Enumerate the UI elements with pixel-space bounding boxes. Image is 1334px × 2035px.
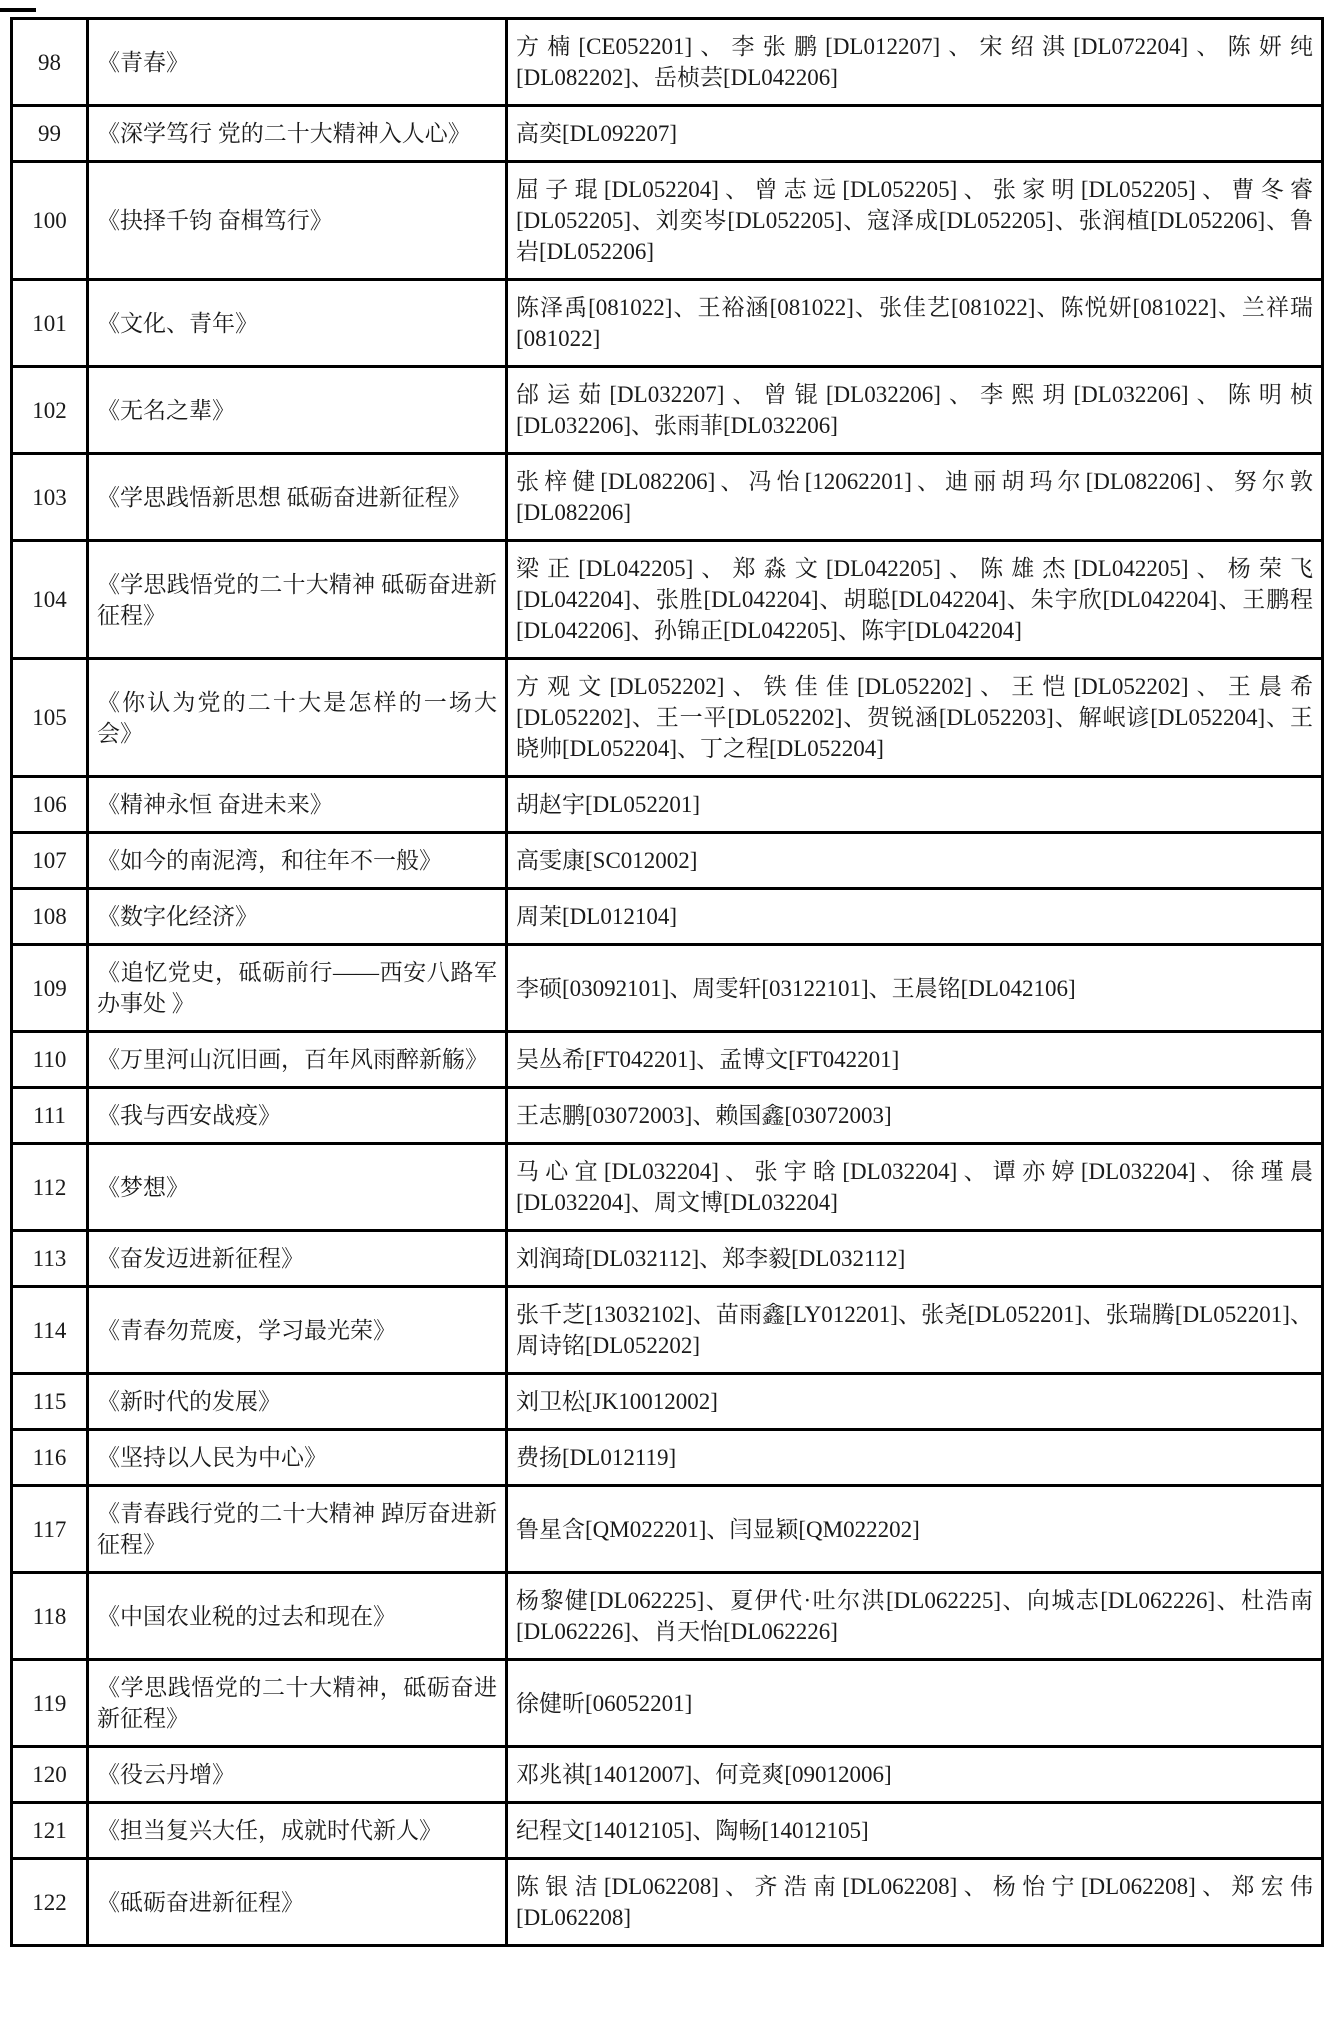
work-authors: 陈银洁[DL062208]、齐浩南[DL062208]、杨怡宁[DL062208]、郑宏伟[DL062208]: [507, 1859, 1323, 1946]
work-title: 《青春勿荒废，学习最光荣》: [88, 1287, 507, 1374]
row-number: 108: [12, 889, 88, 945]
work-authors: 马心宜[DL032204]、张宇晗[DL032204]、谭亦婷[DL032204]、徐瑾晨[DL032204]、周文博[DL032204]: [507, 1144, 1323, 1231]
table-row: [12, 367, 1323, 454]
row-number: 104: [12, 541, 88, 659]
work-title: 《担当复兴大任，成就时代新人》: [88, 1803, 507, 1859]
table-row: [12, 1287, 1323, 1374]
work-title: 《万里河山沉旧画，百年风雨醉新觞》: [88, 1032, 507, 1088]
work-title: 《役云丹增》: [88, 1747, 507, 1803]
table-row: [12, 1859, 1323, 1946]
work-authors: 鲁星含[QM022201]、闫显颖[QM022202]: [507, 1486, 1323, 1573]
work-authors: 周茉[DL012104]: [507, 889, 1323, 945]
row-number: 109: [12, 945, 88, 1032]
table-row: [12, 162, 1323, 280]
table-row: [12, 833, 1323, 889]
row-number: 102: [12, 367, 88, 454]
work-authors: 李硕[03092101]、周雯轩[03122101]、王晨铭[DL042106]: [507, 945, 1323, 1032]
work-authors: 邓兆祺[14012007]、何竞爽[09012006]: [507, 1747, 1323, 1803]
table-row: [12, 1486, 1323, 1573]
work-authors: 王志鹏[03072003]、赖国鑫[03072003]: [507, 1088, 1323, 1144]
row-number: 119: [12, 1660, 88, 1747]
table-row: [12, 1032, 1323, 1088]
row-number: 106: [12, 777, 88, 833]
work-title: 《梦想》: [88, 1144, 507, 1231]
row-number: 113: [12, 1231, 88, 1287]
table-row: [12, 1430, 1323, 1486]
table-row: [12, 106, 1323, 162]
work-title: 《我与西安战疫》: [88, 1088, 507, 1144]
row-number: 121: [12, 1803, 88, 1859]
work-authors: 费扬[DL012119]: [507, 1430, 1323, 1486]
table-row: [12, 541, 1323, 659]
row-number: 116: [12, 1430, 88, 1486]
row-number: 105: [12, 659, 88, 777]
work-title: 《学思践悟党的二十大精神 砥砺奋进新征程》: [88, 541, 507, 659]
row-number: 99: [12, 106, 88, 162]
table-row: [12, 1374, 1323, 1430]
work-authors: 纪程文[14012105]、陶畅[14012105]: [507, 1803, 1323, 1859]
work-title: 《新时代的发展》: [88, 1374, 507, 1430]
work-title: 《砥砺奋进新征程》: [88, 1859, 507, 1946]
table-row: [12, 1803, 1323, 1859]
table-row: [12, 945, 1323, 1032]
work-authors: 高奕[DL092207]: [507, 106, 1323, 162]
work-title: 《学思践悟新思想 砥砺奋进新征程》: [88, 454, 507, 541]
work-title: 《精神永恒 奋进未来》: [88, 777, 507, 833]
row-number: 98: [12, 19, 88, 106]
works-authors-table: [10, 17, 1324, 1947]
row-number: 122: [12, 1859, 88, 1946]
work-authors: 徐健昕[06052201]: [507, 1660, 1323, 1747]
work-title: 《青春》: [88, 19, 507, 106]
work-title: 《文化、青年》: [88, 280, 507, 367]
work-authors: 胡赵宇[DL052201]: [507, 777, 1323, 833]
work-authors: 刘卫松[JK10012002]: [507, 1374, 1323, 1430]
table-row: [12, 1144, 1323, 1231]
work-title: 《奋发迈进新征程》: [88, 1231, 507, 1287]
work-title: 《中国农业税的过去和现在》: [88, 1573, 507, 1660]
work-title: 《追忆党史，砥砺前行——西安八路军办事处 》: [88, 945, 507, 1032]
row-number: 114: [12, 1287, 88, 1374]
work-title: 《青春践行党的二十大精神 踔厉奋进新征程》: [88, 1486, 507, 1573]
table-row: [12, 659, 1323, 777]
table-row: [12, 19, 1323, 106]
table-row: [12, 777, 1323, 833]
row-number: 120: [12, 1747, 88, 1803]
work-authors: 方楠[CE052201]、李张鹏[DL012207]、宋绍淇[DL072204]、陈妍纯[DL082202]、岳桢芸[DL042206]: [507, 19, 1323, 106]
work-authors: 张梓健[DL082206]、冯怡[12062201]、迪丽胡玛尔[DL082206]、努尔敦[DL082206]: [507, 454, 1323, 541]
row-number: 100: [12, 162, 88, 280]
work-authors: 杨黎健[DL062225]、夏伊代·吐尔洪[DL062225]、向城志[DL062226]、杜浩南[DL062226]、肖天怡[DL062226]: [507, 1573, 1323, 1660]
work-title: 《学思践悟党的二十大精神，砥砺奋进新征程》: [88, 1660, 507, 1747]
table-row: [12, 1573, 1323, 1660]
previous-row-border-fragment: [0, 8, 36, 12]
row-number: 110: [12, 1032, 88, 1088]
row-number: 112: [12, 1144, 88, 1231]
work-title: 《数字化经济》: [88, 889, 507, 945]
work-authors: 张千芝[13032102]、苗雨鑫[LY012201]、张尧[DL052201]、张瑞腾[DL052201]、周诗铭[DL052202]: [507, 1287, 1323, 1374]
works-table-body: [12, 19, 1323, 1946]
work-title: 《如今的南泥湾，和往年不一般》: [88, 833, 507, 889]
row-number: 117: [12, 1486, 88, 1573]
table-row: [12, 1088, 1323, 1144]
row-number: 101: [12, 280, 88, 367]
work-authors: 梁正[DL042205]、郑淼文[DL042205]、陈雄杰[DL042205]、杨荣飞[DL042204]、张胜[DL042204]、胡聪[DL042204]、朱宇欣[DL042204]、王鹏程[DL042206]、孙锦正[DL042205]、陈宇[DL042204]: [507, 541, 1323, 659]
work-authors: 方观文[DL052202]、铁佳佳[DL052202]、王恺[DL052202]、王晨希[DL052202]、王一平[DL052202]、贺锐涵[DL052203]、解岷谚[DL052204]、王晓帅[DL052204]、丁之程[DL052204]: [507, 659, 1323, 777]
work-authors: 刘润琦[DL032112]、郑李毅[DL032112]: [507, 1231, 1323, 1287]
row-number: 118: [12, 1573, 88, 1660]
work-authors: 邰运茹[DL032207]、曾锟[DL032206]、李熙玥[DL032206]、陈明桢[DL032206]、张雨菲[DL032206]: [507, 367, 1323, 454]
work-authors: 陈泽禹[081022]、王裕涵[081022]、张佳艺[081022]、陈悦妍[081022]、兰祥瑞[081022]: [507, 280, 1323, 367]
row-number: 115: [12, 1374, 88, 1430]
work-title: 《坚持以人民为中心》: [88, 1430, 507, 1486]
row-number: 103: [12, 454, 88, 541]
work-authors: 屈子琨[DL052204]、曾志远[DL052205]、张家明[DL052205]、曹冬睿[DL052205]、刘奕岑[DL052205]、寇泽成[DL052205]、张润植[DL052206]、鲁岩[DL052206]: [507, 162, 1323, 280]
work-title: 《你认为党的二十大是怎样的一场大会》: [88, 659, 507, 777]
table-row: [12, 454, 1323, 541]
row-number: 111: [12, 1088, 88, 1144]
row-number: 107: [12, 833, 88, 889]
work-authors: 高雯康[SC012002]: [507, 833, 1323, 889]
table-row: [12, 1660, 1323, 1747]
table-row: [12, 1747, 1323, 1803]
table-row: [12, 889, 1323, 945]
table-row: [12, 1231, 1323, 1287]
work-title: 《抉择千钧 奋楫笃行》: [88, 162, 507, 280]
table-row: [12, 280, 1323, 367]
work-title: 《无名之辈》: [88, 367, 507, 454]
work-title: 《深学笃行 党的二十大精神入人心》: [88, 106, 507, 162]
work-authors: 吴丛希[FT042201]、孟博文[FT042201]: [507, 1032, 1323, 1088]
